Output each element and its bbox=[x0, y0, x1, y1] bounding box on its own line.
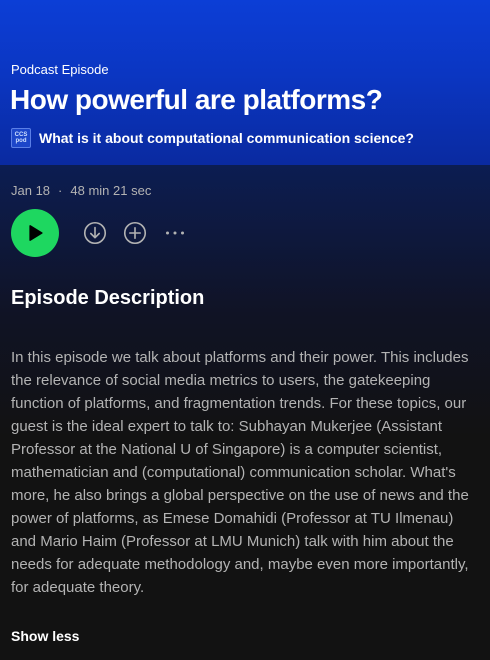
description-heading: Episode Description bbox=[11, 287, 205, 309]
show-less-button[interactable]: Show less bbox=[11, 628, 80, 644]
play-icon bbox=[26, 224, 44, 242]
add-icon bbox=[123, 221, 147, 245]
download-button[interactable] bbox=[83, 221, 107, 245]
content-type-label: Podcast Episode bbox=[11, 62, 109, 77]
more-icon bbox=[163, 221, 187, 245]
more-options-button[interactable] bbox=[163, 221, 187, 245]
add-to-library-button[interactable] bbox=[123, 221, 147, 245]
episode-title: How powerful are platforms? bbox=[10, 84, 383, 115]
play-button[interactable] bbox=[11, 209, 59, 257]
description-text: In this episode we talk about platforms and their power. This includes the relevance of social media metrics to users, the gatekeeping function of platforms, and fragmentation trends. For these topics, our guest is the ideal expert to talk to: Subhayan Mukerjee (Assistant Professor at the National U of Singapore) is a computer scientist, mathematician and (computational) communication scholar. What's more, he also brings a global perspective on the use of news and the power of platforms, as Emese Domahidi (Professor at TU Ilmenau) and Mario Haim (Professor at LMU Munich) talk with him about the needs for adequate methodology and, maybe even more importantly, for adequate theory. bbox=[11, 349, 469, 596]
release-date: Jan 18 bbox=[11, 183, 51, 198]
download-icon bbox=[83, 221, 107, 245]
meta-separator: · bbox=[58, 183, 63, 198]
show-name[interactable]: What is it about computational communication science? bbox=[39, 130, 414, 146]
show-artwork: CCS pod bbox=[11, 128, 31, 148]
episode-duration: 48 min 21 sec bbox=[70, 183, 152, 198]
episode-meta bbox=[11, 183, 151, 198]
show-link[interactable] bbox=[11, 128, 414, 148]
